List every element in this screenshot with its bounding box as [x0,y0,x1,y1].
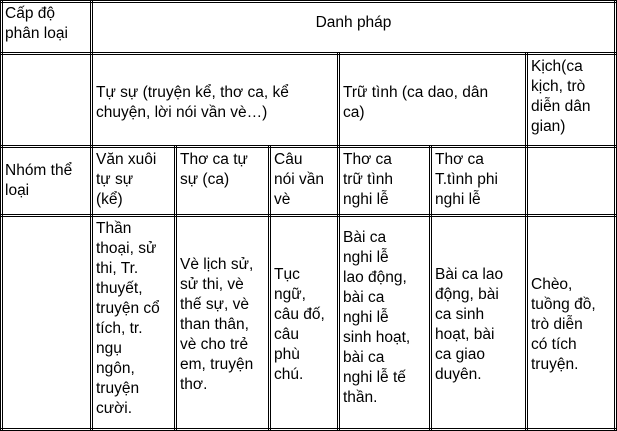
example-text-2: Vè lịch sử, sử thi, vè thế sự, vè than thân, vè cho trẻ em, truyện thơ. [180,255,254,393]
subgroup-row-label-cell [1,147,90,214]
genre-drama-cell [527,54,615,145]
genre-narrative-label: Tự sự (truyện kể, thơ ca, kể chuyện, lời nói vần vè…) [96,83,289,121]
header-level-label: Cấp độ phân loại [5,5,68,42]
example-cell-1 [92,216,174,429]
col-divider-label [90,0,93,431]
table-border-left [0,0,3,431]
subgroup-cell-4 [339,147,429,214]
subgroup-cell-3 [270,147,337,214]
subgroup-cell-6 [527,147,615,214]
subgroup-cell-1 [92,147,174,214]
example-text-1: Thần thoại, sử thi, Tr. thuyết, truyện cổ tích, tr. ngụ ngôn, truyện cười. [96,220,160,417]
header-nomenclature-cell [92,1,615,52]
col-divider-sub-2 [268,145,271,431]
col-divider-narrative-lyric [337,52,340,431]
header-nomenclature-label: Danh pháp [315,13,392,31]
subgroup-label-2: Thơ ca tự sự (ca) [180,151,248,188]
subgroup-label-5: Thơ ca T.tình phi nghi lễ [435,151,498,208]
genre-lyric-label: Trữ tình (ca dao, dân ca) [343,83,489,121]
subgroup-label-3: Câu nói vần vè [274,151,324,208]
example-text-5: Bài ca lao động, bài ca sinh hoạt, bài ca giao duyên. [435,265,504,383]
subgroup-label-4: Thơ ca trữ tình nghi lễ [343,151,394,208]
example-cell-2 [176,216,268,429]
example-cell-6 [527,216,615,429]
example-text-4: Bài ca nghi lễ lao động, bài ca nghi lễ sinh hoạt, bài ca nghi lễ tế thần. [343,229,411,406]
example-cell-5 [431,216,525,429]
subgroup-label-1: Văn xuôi tự sự (kể) [96,151,157,208]
subgroup-cell-5 [431,147,525,214]
example-text-6: Chèo, tuồng đồ, trò diễn có tích truyện. [531,275,596,373]
header-level-cell [1,1,90,52]
subgroup-cell-2 [176,147,268,214]
example-cell-3 [270,216,337,429]
genre-empty-cell [1,54,90,145]
col-divider-sub-1 [174,145,177,431]
example-empty-cell [1,216,90,429]
genre-narrative-cell [92,54,337,145]
col-divider-sub-4 [429,145,432,431]
genre-drama-label: Kịch(ca kịch, trò diễn dân gian) [531,58,591,135]
subgroup-row-label: Nhóm thể loại [5,161,73,199]
example-text-3: Tục ngữ, câu đố, câu phù chú. [274,265,325,383]
col-divider-lyric-drama [525,52,528,431]
example-cell-4 [339,216,429,429]
genre-lyric-cell [339,54,525,145]
